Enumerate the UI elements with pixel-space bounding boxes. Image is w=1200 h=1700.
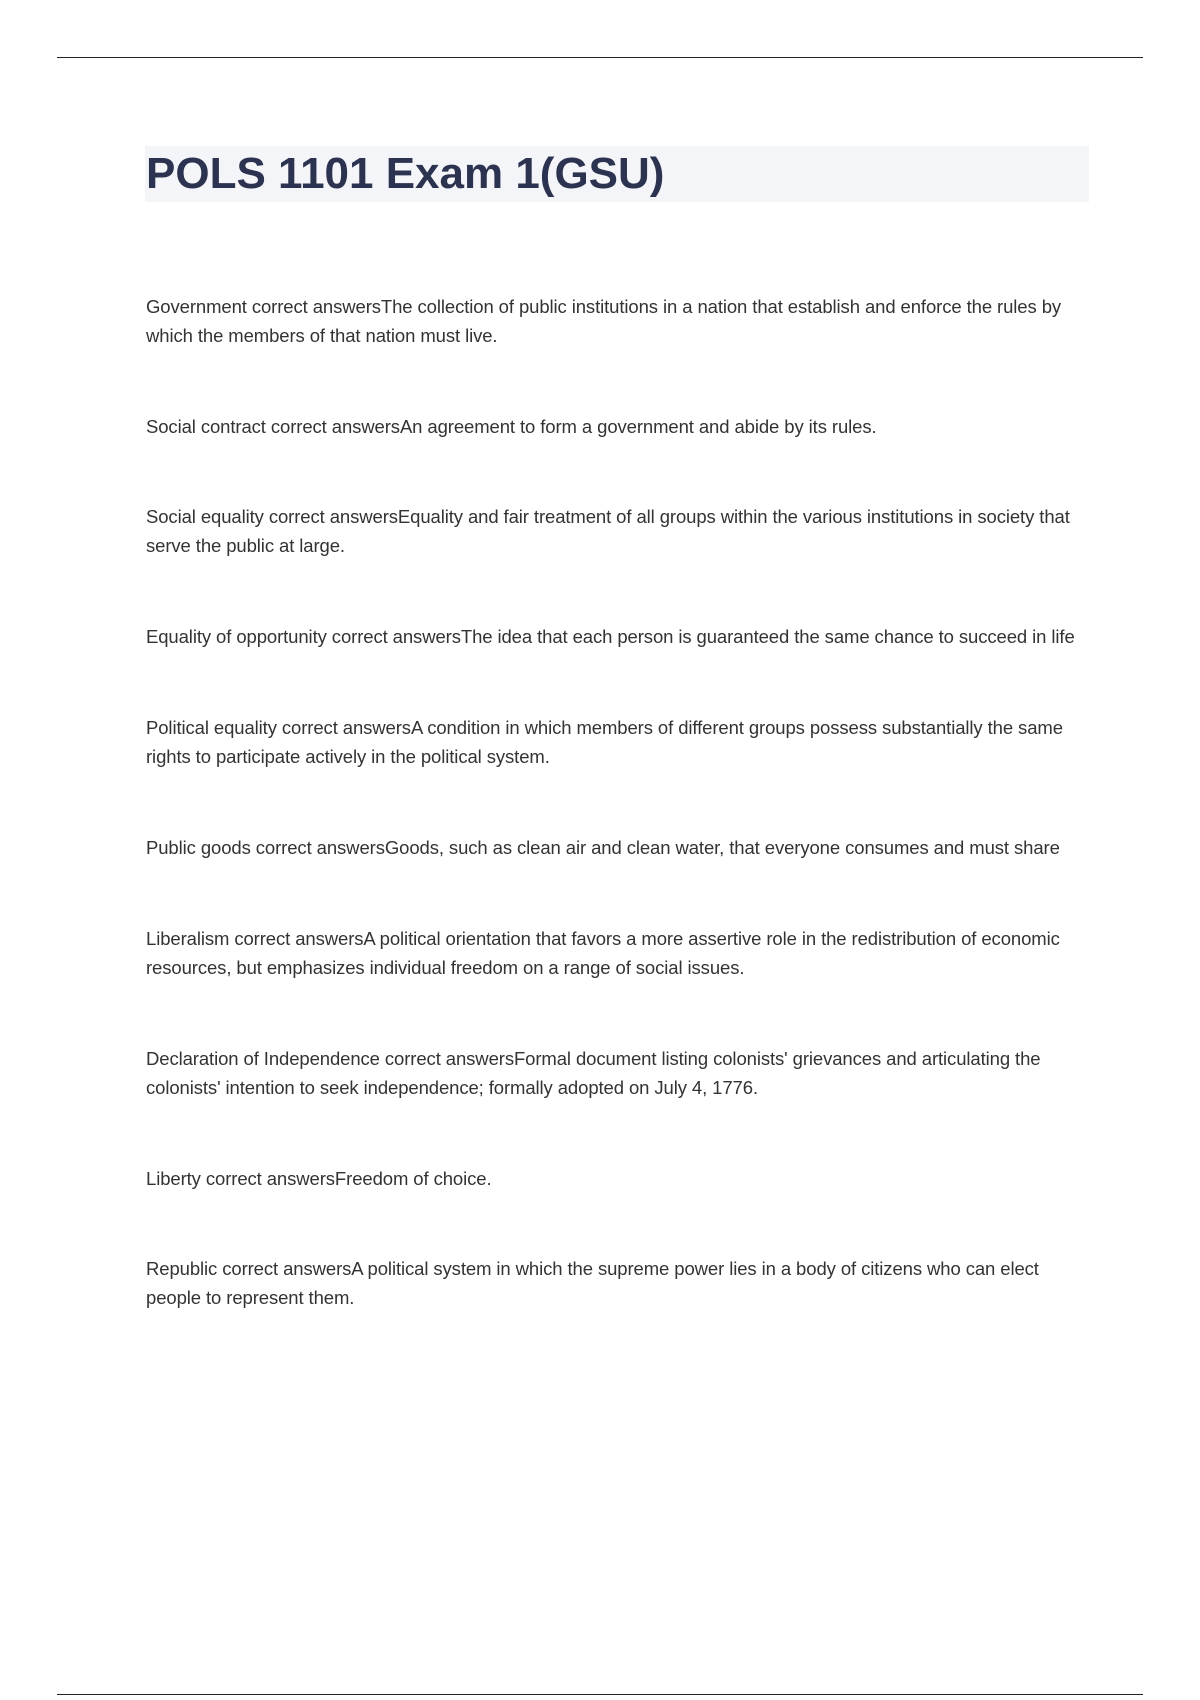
term-entry-declaration-of-independence: Declaration of Independence correct answersFormal document listing colonists' grievances and articulating the colonists' intention to seek independence; formally adopted on July 4, 1776. [146,1048,1041,1098]
term-entry-social-equality: Social equality correct answersEquality and fair treatment of all groups within the various institutions in society that serve the public at large. [146,506,1070,556]
term-entry-republic: Republic correct answersA political system in which the supreme power lies in a body of citizens who can elect people to represent them. [146,1258,1039,1308]
term-entry-equality-of-opportunity: Equality of opportunity correct answersThe idea that each person is guaranteed the same chance to succeed in life [146,626,1075,647]
flashcard-list [146,292,1094,1312]
term-entry-government: Government correct answersThe collection of public institutions in a nation that establish and enforce the rules by which the members of that nation must live. [146,296,1062,346]
document-title: POLS 1101 Exam 1(GSU) [146,149,665,198]
header-divider [57,57,1143,58]
term-entry-liberalism: Liberalism correct answersA political orientation that favors a more assertive role in the redistribution of economic resources, but emphasizes individual freedom on a range of social issues. [146,928,1060,978]
term-entry-liberty: Liberty correct answersFreedom of choice. [146,1168,492,1189]
term-entry-social-contract: Social contract correct answersAn agreement to form a government and abide by its rules. [146,416,877,437]
term-entry-political-equality: Political equality correct answersA condition in which members of different groups possess substantially the same rights to participate actively in the political system. [146,717,1063,767]
term-entry-public-goods: Public goods correct answersGoods, such as clean air and clean water, that everyone consumes and must share [146,837,1060,858]
footer-divider [57,1694,1143,1695]
